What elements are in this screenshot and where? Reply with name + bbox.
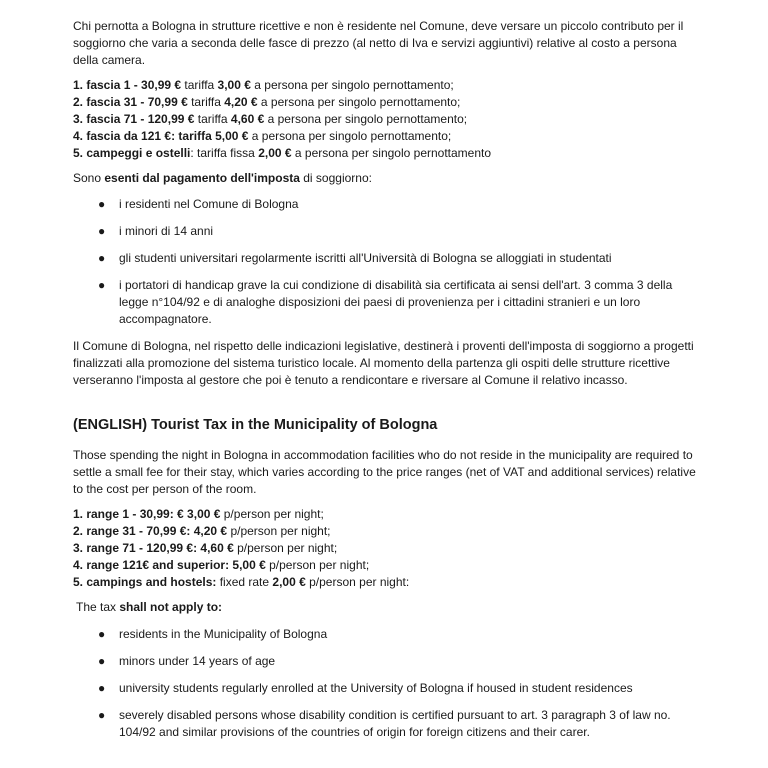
exemption-bold-text: shall not apply to: — [119, 600, 223, 614]
rate-text: p/person per night; — [265, 558, 370, 572]
english-rate-item — [73, 574, 696, 591]
bullet-icon: ● — [98, 224, 106, 238]
bullet-icon: ● — [98, 681, 106, 695]
english-intro-paragraph: Those spending the night in Bologna in accommodation facilities who do not reside in the municipality are required to settle a small fee for their stay, which varies according to the price ranges (net of VAT and additional services) relative to the cost per person of the room. — [73, 448, 696, 496]
list-item — [73, 626, 696, 643]
list-item-text: i portatori di handicap grave la cui condizione di disabilità sia certificata ai sensi dell'art. 3 comma 3 della legge n°104/92 e di analoghe disposizioni dei paesi di provenienza per i cittadini stranieri e un loro accompagnatore. — [119, 278, 673, 326]
bullet-icon: ● — [98, 708, 106, 722]
list-item — [73, 196, 696, 213]
rate-range: 5. campings and hostels: — [73, 575, 217, 589]
italian-rate-item — [73, 77, 696, 94]
italian-rate-item — [73, 128, 696, 145]
english-rate-item — [73, 506, 696, 523]
rate-text: fixed rate — [216, 575, 273, 589]
rate-text: p/person per night: — [305, 575, 410, 589]
rate-text: a persona per singolo pernottamento; — [264, 112, 468, 126]
exemption-text: The tax — [76, 600, 120, 614]
english-rate-list — [73, 506, 696, 591]
exemption-text: Sono — [73, 171, 105, 185]
rate-text: tariffa — [187, 95, 225, 109]
italian-closing-paragraph: Il Comune di Bologna, nel rispetto delle indicazioni legislative, destinerà i proventi dell'imposta di soggiorno a progetti finalizzati alla promozione del sistema turistico locale. Al momento della partenza gli ospiti delle strutture ricettive verseranno l'imposta al gestore che poi è tenuto a rendicontare e riversare al Comune il relativo incasso. — [73, 339, 694, 387]
rate-range: 3. fascia 71 - 120,99 € — [73, 112, 195, 126]
list-item-text: university students regularly enrolled at the University of Bologna if housed in student residences — [119, 681, 633, 695]
exemption-bold-text: esenti dal pagamento dell'imposta — [104, 171, 300, 185]
rate-text: p/person per night; — [220, 507, 324, 521]
bullet-icon: ● — [98, 278, 106, 292]
list-item-text: severely disabled persons whose disability condition is certified pursuant to art. 3 paragraph 3 of law no. 104/92 and similar provisions of the countries of origin for foreign citizens and their carer. — [119, 708, 671, 739]
english-rate-item — [73, 523, 696, 540]
rate-amount: 2,00 € — [258, 146, 292, 160]
list-item — [73, 277, 696, 328]
rate-text: a persona per singolo pernottamento — [291, 146, 492, 160]
list-item — [73, 223, 696, 240]
rate-range: 5. campeggi e ostelli — [73, 146, 191, 160]
italian-rate-list — [73, 77, 696, 162]
rate-text: a persona per singolo pernottamento; — [257, 95, 461, 109]
rate-amount: 3,00 € — [217, 78, 251, 92]
italian-intro-paragraph: Chi pernotta a Bologna in strutture ricettive e non è residente nel Comune, deve versare un piccolo contributo per il soggiorno che varia a seconda delle fasce di prezzo (al netto di Iva e servizi aggiuntivi) relative al costo a persona della camera. — [73, 19, 684, 67]
list-item-text: i minori di 14 anni — [119, 224, 214, 238]
bullet-icon: ● — [98, 627, 106, 641]
rate-range: 4. range 121€ and superior: 5,00 € — [73, 558, 266, 572]
english-rate-item — [73, 540, 696, 557]
bullet-icon: ● — [98, 197, 106, 211]
rate-amount: 4,60 € — [230, 112, 265, 126]
list-item — [73, 250, 696, 267]
rate-text: a persona per singolo pernottamento; — [248, 129, 452, 143]
list-item-text: i residenti nel Comune di Bologna — [119, 197, 299, 211]
rate-text: tariffa — [194, 112, 231, 126]
italian-exemption-list — [73, 196, 696, 328]
list-item-text: minors under 14 years of age — [119, 654, 276, 668]
list-item-text: gli studenti universitari regolarmente iscritti all'Università di Bologna se alloggiati in studentati — [119, 251, 612, 265]
english-exemption-heading — [73, 599, 696, 616]
rate-amount: 4,20 € — [224, 95, 258, 109]
english-section-heading: (ENGLISH) Tourist Tax in the Municipality of Bologna — [73, 417, 438, 433]
italian-rate-item — [73, 145, 696, 162]
english-exemption-list — [73, 626, 696, 741]
list-item — [73, 680, 696, 697]
rate-text: tariffa — [181, 78, 218, 92]
bullet-icon: ● — [98, 251, 106, 265]
english-rate-item — [73, 557, 696, 574]
list-item-text: residents in the Municipality of Bologna — [119, 627, 328, 641]
rate-range: 1. fascia 1 - 30,99 € — [73, 78, 182, 92]
italian-rate-item — [73, 94, 696, 111]
exemption-text: di soggiorno: — [299, 171, 372, 185]
rate-range: 4. fascia da 121 €: tariffa 5,00 € — [73, 129, 249, 143]
list-item — [73, 707, 696, 741]
italian-exemption-heading — [73, 170, 696, 187]
list-item — [73, 653, 696, 670]
rate-range: 2. range 31 - 70,99 €: 4,20 € — [73, 524, 228, 538]
rate-range: 3. range 71 - 120,99 €: 4,60 € — [73, 541, 234, 555]
rate-range: 1. range 1 - 30,99: € 3,00 € — [73, 507, 221, 521]
rate-text: : tariffa fissa — [190, 146, 259, 160]
rate-amount: 2,00 € — [272, 575, 306, 589]
bullet-icon: ● — [98, 654, 106, 668]
italian-rate-item — [73, 111, 696, 128]
rate-range: 2. fascia 31 - 70,99 € — [73, 95, 188, 109]
rate-text: p/person per night; — [233, 541, 338, 555]
rate-text: p/person per night; — [227, 524, 331, 538]
rate-text: a persona per singolo pernottamento; — [250, 78, 454, 92]
